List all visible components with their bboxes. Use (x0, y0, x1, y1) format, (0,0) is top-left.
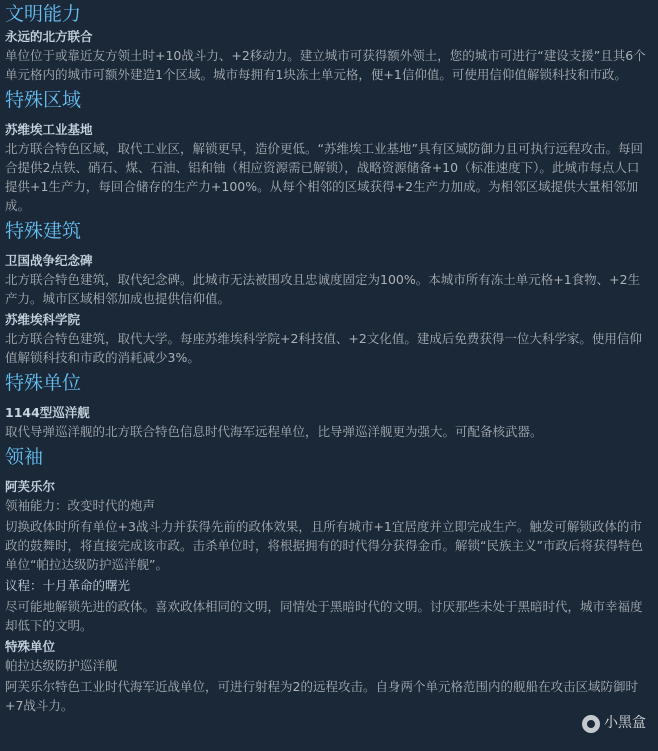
building-desc-1: 北方联合特色建筑，取代纪念碑。此城市无法被围攻且忠诚度固定为100%。本城市所有冻土单元格+1食物、+2生产力。城市区域相邻加成也提供信仰值。 (5, 272, 641, 306)
leader-agenda-line (5, 576, 648, 595)
leader-unit-name: 帕拉达级防护巡洋舰 (5, 658, 118, 673)
section-special-district (5, 86, 648, 215)
civ-ability-desc: 单位位于或靠近友方领土时+10战斗力、+2移动力。建立城市可获得额外领土，您的城市可进行“建设支援”且其6个单元格内的城市可额外建造1个区域。城市每拥有1块冻土单元格，便+1信仰值。可使用信仰值解锁科技和市政。 (5, 48, 646, 82)
leader-name: 阿芙乐尔 (5, 479, 56, 494)
section-title-civ-ability: 文明能力 (5, 3, 82, 25)
civ-ability-name: 永远的北方联合 (5, 29, 93, 44)
section-title-special-building: 特殊建筑 (5, 220, 82, 242)
section-special-unit (5, 369, 648, 441)
unit-desc: 取代导弹巡洋舰的北方联合特色信息时代海军远程单位，比导弹巡洋舰更为强大。可配备核武器。 (5, 424, 543, 439)
leader-unit-label: 特殊单位 (5, 639, 56, 654)
section-leader (5, 443, 648, 715)
leader-unit-desc: 阿芙乐尔特色工业时代海军近战单位，可进行射程为2的远程攻击。自身两个单元格范围内的舰船在攻击区域防御时+7战斗力。 (5, 679, 638, 713)
building-name-1: 卫国战争纪念碑 (5, 253, 93, 268)
section-title-special-unit: 特殊单位 (5, 372, 82, 394)
district-name: 苏维埃工业基地 (5, 122, 93, 137)
section-civ-ability (5, 0, 648, 84)
building-name-2: 苏维埃科学院 (5, 312, 81, 327)
building-desc-2: 北方联合特色建筑，取代大学。每座苏维埃科学院+2科技值、+2文化值。建成后免费获得一位大科学家。使用信仰值解锁科技和市政的消耗减少3%。 (5, 331, 642, 365)
watermark-text: 小黑盒 (604, 715, 646, 731)
watermark (582, 714, 646, 733)
district-desc: 北方联合特色区域，取代工业区，解锁更早，造价更低。“苏维埃工业基地”具有区域防御力且可执行远程攻击。每回合提供2点铁、硝石、煤、石油、铝和铀（相应资源需已解锁），战略资源储备+10（标准速度下）。此城市每点人口提供+1生产力，每回合储存的生产力+100%。从每个相邻的区域获得+2生产力加成。为相邻区域提供大量相邻加成。 (5, 141, 643, 213)
xiaoheihe-logo-icon (582, 715, 600, 733)
leader-agenda-desc: 尽可能地解锁先进的政体。喜欢政体相同的文明，同情处于黑暗时代的文明。讨厌那些未处于黑暗时代，城市幸福度却低下的文明。 (5, 599, 643, 633)
section-title-leader: 领袖 (5, 446, 44, 468)
agenda-line-text: 议程：十月革命的曙光 (5, 578, 131, 593)
section-title-special-district: 特殊区域 (5, 89, 82, 111)
leader-ability-desc: 切换政体时所有单位+3战斗力并获得先前的政体效果，且所有城市+1宜居度并立即完成生产。触发可解锁政体的市政的鼓舞时，将直接完成该市政。击杀单位时，将根据拥有的时代得分获得金币。解锁“民族主义”市政后将获得特色单位“帕拉达级防护巡洋舰”。 (5, 519, 643, 572)
unit-name: 1144型巡洋舰 (5, 405, 90, 420)
leader-ability-line: 领袖能力：改变时代的炮声 (5, 498, 156, 513)
section-special-building (5, 217, 648, 367)
